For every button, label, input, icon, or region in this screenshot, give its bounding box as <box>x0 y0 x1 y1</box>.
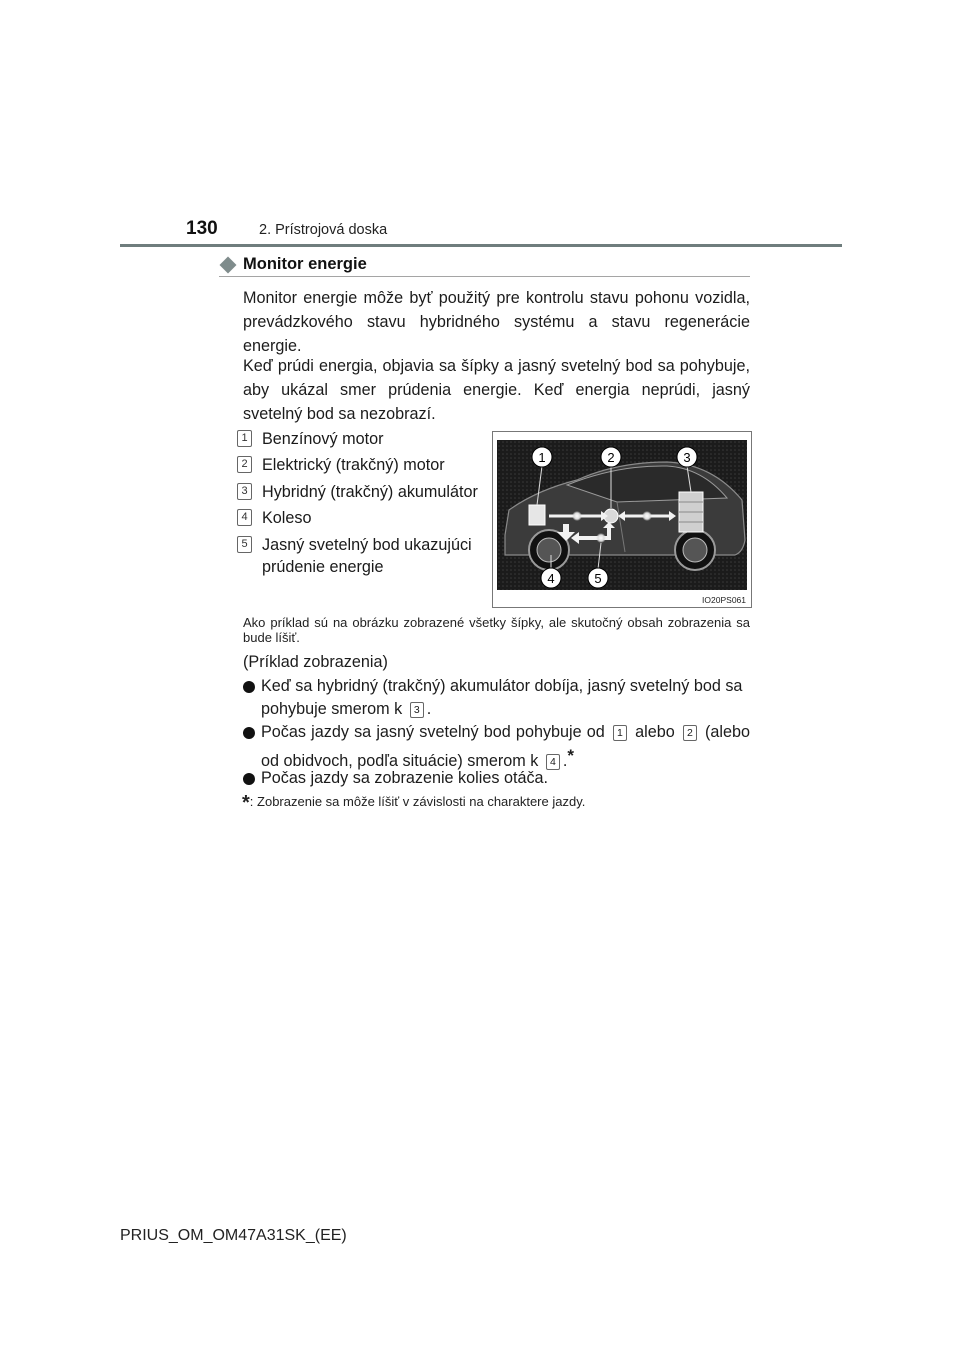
bullet-text <box>261 675 750 721</box>
header-divider <box>120 244 842 247</box>
legend-text: Koleso <box>262 509 312 527</box>
heading-divider <box>219 276 750 277</box>
number-reference: 3 <box>410 702 424 718</box>
number-reference: 2 <box>683 725 697 741</box>
bullet-dot-icon <box>243 773 255 785</box>
document-code: PRIUS_OM_OM47A31SK_(EE) <box>120 1227 347 1244</box>
asterisk-mark: * <box>567 746 574 765</box>
svg-text:3: 3 <box>683 450 691 465</box>
footnote-text: : Zobrazenie sa môže líšiť v závislosti na charaktere jazdy. <box>249 794 586 809</box>
legend-item <box>237 454 487 476</box>
bullet-text-part: Keď sa hybridný (trakčný) akumulátor dobíja, jasný svetelný bod sa pohybuje smerom k <box>261 677 743 718</box>
number-badge: 4 <box>237 509 252 526</box>
legend-text: Benzínový motor <box>262 430 384 448</box>
svg-text:4: 4 <box>547 571 555 586</box>
bullet-text-part: . <box>426 700 432 718</box>
svg-text:5: 5 <box>594 571 602 586</box>
legend-text: Hybridný (trakčný) akumulátor <box>262 483 478 501</box>
section-heading <box>219 255 367 274</box>
number-badge: 2 <box>237 456 252 473</box>
asterisk-mark: * <box>242 792 250 814</box>
example-label: (Príklad zobrazenia) <box>243 653 388 671</box>
bullet-dot-icon <box>243 681 255 693</box>
number-badge: 5 <box>237 536 252 553</box>
page-number: 130 <box>186 218 218 239</box>
legend-item <box>237 534 482 578</box>
bullet-item <box>243 767 750 790</box>
bullet-text-part: . <box>562 752 568 770</box>
bullet-text-part: (alebo od obidvoch, podľa situácie) smerom k <box>261 723 751 770</box>
figure-code: IO20PS061 <box>702 595 746 605</box>
footnote <box>242 792 585 815</box>
svg-text:1: 1 <box>538 450 546 465</box>
bullet-text: Počas jazdy sa zobrazenie kolies otáča. <box>261 769 549 787</box>
bullet-text-part: alebo <box>635 723 675 741</box>
legend-item <box>237 481 487 503</box>
number-badge: 1 <box>237 430 252 447</box>
diamond-bullet-icon <box>220 256 237 273</box>
legend-item <box>237 507 487 529</box>
legend-item <box>237 428 487 450</box>
energy-monitor-figure <box>492 431 752 608</box>
bullet-dot-icon <box>243 727 255 739</box>
flow-paragraph: Keď prúdi energia, objavia sa šípky a jasný svetelný bod sa pohybuje, aby ukázal smer prúdenia energie. Keď energia neprúdi, jasný svetelný bod sa nezobrazí. <box>243 357 750 423</box>
number-reference: 1 <box>613 725 627 741</box>
section-title: 2. Prístrojová doska <box>259 222 388 238</box>
bullet-text-part: Počas jazdy sa jasný svetelný bod pohybuje od <box>261 723 605 741</box>
number-reference: 4 <box>546 754 560 770</box>
legend-text: Jasný svetelný bod ukazujúci prúdenie energie <box>262 536 472 576</box>
number-badge: 3 <box>237 483 252 500</box>
legend-text: Elektrický (trakčný) motor <box>262 456 445 474</box>
bullet-text <box>261 721 750 773</box>
hybrid-car-illustration <box>497 440 747 590</box>
svg-text:2: 2 <box>607 450 615 465</box>
figure-note: Ako príklad sú na obrázku zobrazené všetky šípky, ale skutočný obsah zobrazenia sa bude líšiť. <box>243 615 750 645</box>
intro-paragraph: Monitor energie môže byť použitý pre kontrolu stavu pohonu vozidla, prevádzkového stavu hybridného systému a stavu regenerácie energie. <box>243 289 750 355</box>
heading-text: Monitor energie <box>243 255 367 273</box>
bullet-item <box>243 721 750 773</box>
bullet-item <box>243 675 750 721</box>
